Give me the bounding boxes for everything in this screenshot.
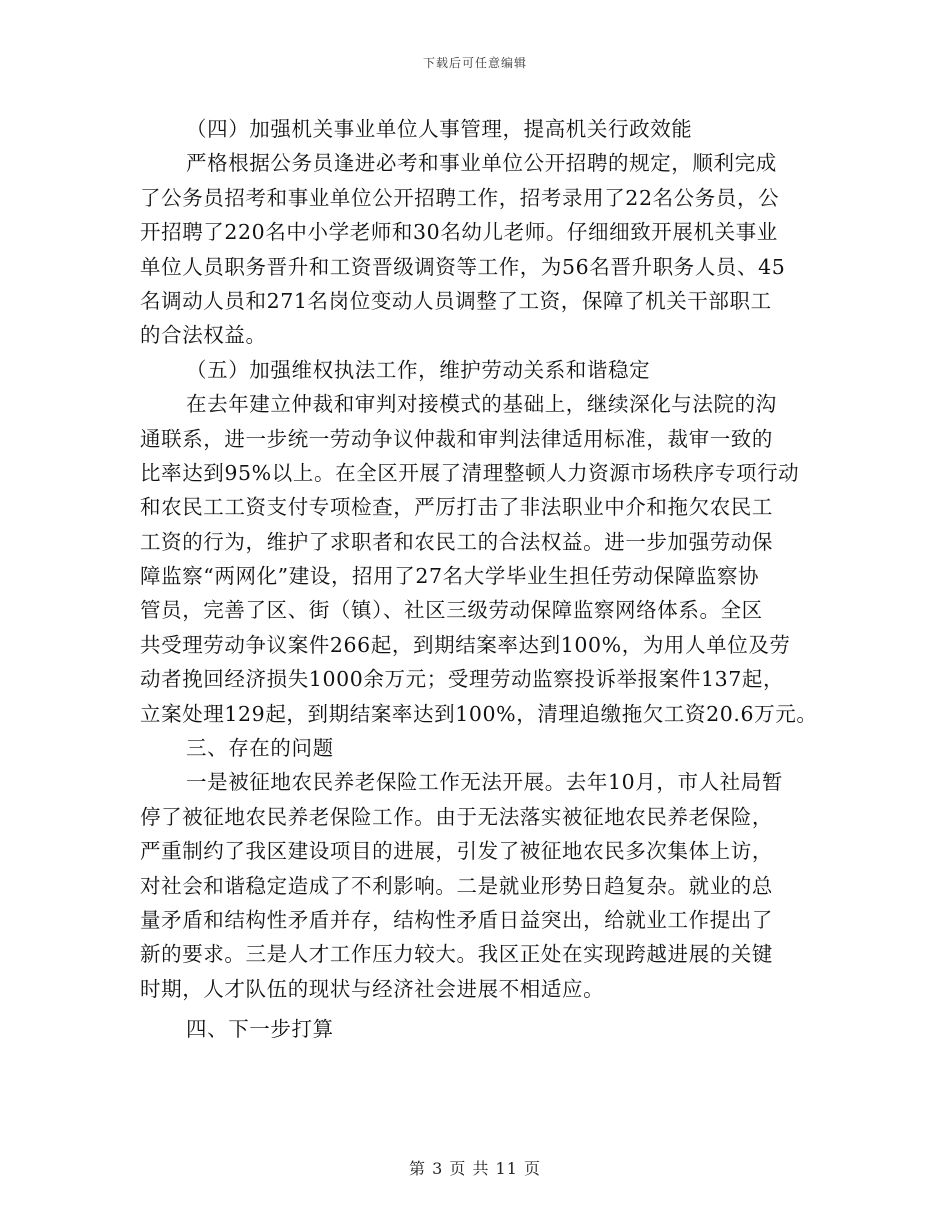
paragraph-line: 和农民工工资支付专项检查，严厉打击了非法职业中介和拖欠农民工 xyxy=(140,495,773,520)
paragraph-line: 动者挽回经济损失1000余万元；受理劳动监察投诉举报案件137起， xyxy=(140,667,785,692)
paragraph-line: 在去年建立仲裁和审判对接模式的基础上，继续深化与法院的沟 xyxy=(186,392,777,417)
page-footer: 第 3 页 共 11 页 xyxy=(409,1159,541,1178)
paragraph-line: 共受理劳动争议案件266起，到期结案率达到100%，为用人单位及劳 xyxy=(140,632,791,657)
section-heading: 四、下一步打算 xyxy=(186,1017,334,1042)
paragraph-line: 名调动人员和271名岗位变动人员调整了工资，保障了机关干部职工 xyxy=(140,288,772,313)
paragraph-line: 管员，完善了区、街（镇）、社区三级劳动保障监察网络体系。全区 xyxy=(140,598,763,623)
paragraph-line: 立案处理129起，到期结案率达到100%，清理追缴拖欠工资20.6万元。 xyxy=(140,701,818,726)
paragraph-line: 比率达到95%以上。在全区开展了清理整顿人力资源市场秩序专项行动 xyxy=(140,460,800,485)
paragraph-line: 障监察“两网化”建设，招用了27名大学毕业生担任劳动保障监察协 xyxy=(140,564,760,589)
paragraph-line: 对社会和谐稳定造成了不利影响。二是就业形势日趋复杂。就业的总 xyxy=(140,873,773,898)
paragraph-line: 时期，人才队伍的现状与经济社会进展不相适应。 xyxy=(140,976,605,1001)
section-heading: （五）加强维权执法工作，维护劳动关系和谐稳定 xyxy=(186,357,651,382)
paragraph-line: 新的要求。三是人才工作压力较大。我区正处在实现跨越进展的关键 xyxy=(140,942,773,967)
paragraph-line: 量矛盾和结构性矛盾并存，结构性矛盾日益突出，给就业工作提出了 xyxy=(140,907,773,932)
document-body xyxy=(140,112,830,1047)
paragraph-line: 工资的行为，维护了求职者和农民工的合法权益。进一步加强劳动保 xyxy=(140,529,773,554)
paragraph-line: 通联系，进一步统一劳动争议仲裁和审判法律适用标准，裁审一致的 xyxy=(140,426,773,451)
paragraph-line: 一是被征地农民养老保险工作无法开展。去年10月，市人社局暂 xyxy=(186,770,783,795)
paragraph-line: 开招聘了220名中小学老师和30名幼儿老师。仔细细致开展机关事业 xyxy=(140,220,778,245)
paragraph-line: 的合法权益。 xyxy=(140,323,267,348)
section-heading: 三、存在的问题 xyxy=(186,736,334,761)
paragraph-line: 单位人员职务晋升和工资晋级调资等工作，为56名晋升职务人员、45 xyxy=(140,254,786,279)
page-header: 下载后可任意编辑 xyxy=(422,56,527,70)
paragraph-line: 严重制约了我区建设项目的进展，引发了被征地农民多次集体上访， xyxy=(140,839,773,864)
paragraph-line: 了公务员招考和事业单位公开招聘工作，招考录用了22名公务员，公 xyxy=(140,185,780,210)
paragraph-line: 严格根据公务员逢进必考和事业单位公开招聘的规定，顺利完成 xyxy=(186,151,777,176)
paragraph-line: 停了被征地农民养老保险工作。由于无法落实被征地农民养老保险， xyxy=(140,804,773,829)
section-heading: （四）加强机关事业单位人事管理，提高机关行政效能 xyxy=(186,117,693,141)
